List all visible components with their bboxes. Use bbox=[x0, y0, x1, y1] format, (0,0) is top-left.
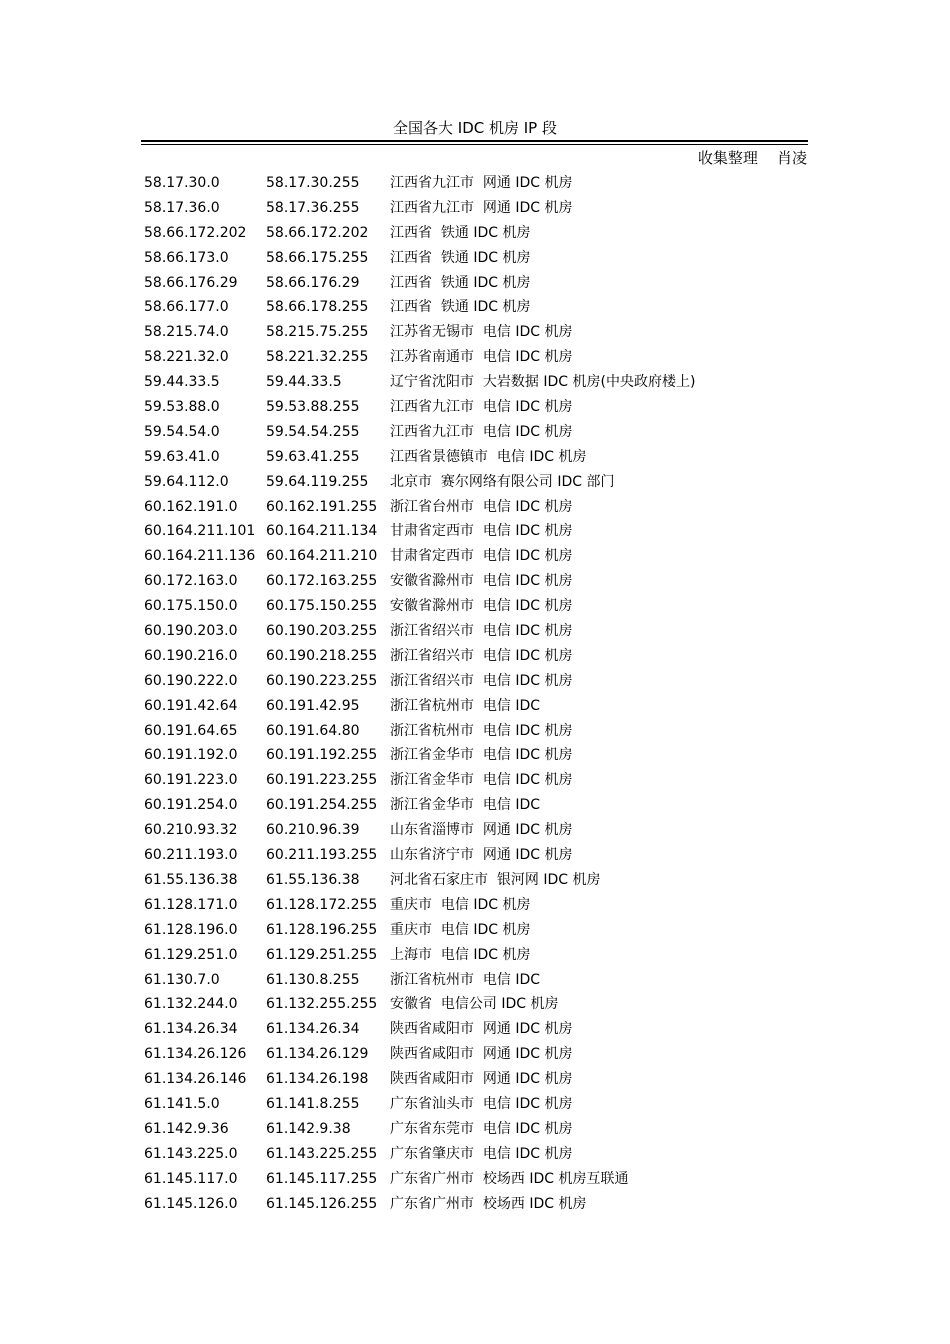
idc-location: 陕西省咸阳市 网通 IDC 机房 bbox=[390, 1046, 573, 1063]
ip-range-end: 60.210.96.39 bbox=[266, 822, 360, 839]
ip-range-end: 60.190.203.255 bbox=[266, 623, 378, 640]
ip-range-end: 61.130.8.255 bbox=[266, 971, 360, 988]
ip-range-end: 58.17.36.255 bbox=[266, 199, 360, 216]
table-row bbox=[144, 594, 808, 619]
table-row bbox=[144, 719, 808, 744]
table-row bbox=[144, 1017, 808, 1042]
ip-range-end: 61.143.225.255 bbox=[266, 1145, 378, 1162]
ip-range-end: 58.66.176.29 bbox=[266, 274, 360, 291]
ip-range-start: 61.134.26.126 bbox=[144, 1046, 247, 1063]
ip-range-end: 61.134.26.129 bbox=[266, 1046, 369, 1063]
idc-location: 甘肃省定西市 电信 IDC 机房 bbox=[390, 523, 573, 540]
ip-range-end: 60.162.191.255 bbox=[266, 498, 378, 515]
ip-range-start: 61.145.117.0 bbox=[144, 1170, 238, 1187]
ip-range-start: 61.141.5.0 bbox=[144, 1095, 220, 1112]
ip-range-start: 61.132.244.0 bbox=[144, 996, 238, 1013]
ip-range-start: 61.130.7.0 bbox=[144, 971, 220, 988]
ip-range-start: 59.54.54.0 bbox=[144, 423, 220, 440]
table-row bbox=[144, 1142, 808, 1167]
ip-range-start: 60.191.254.0 bbox=[144, 797, 238, 814]
idc-location: 浙江省绍兴市 电信 IDC 机房 bbox=[390, 623, 573, 640]
ip-range-end: 59.54.54.255 bbox=[266, 423, 360, 440]
table-row bbox=[144, 320, 808, 345]
ip-range-end: 58.17.30.255 bbox=[266, 175, 360, 191]
ip-range-start: 61.129.251.0 bbox=[144, 946, 238, 963]
ip-range-end: 59.53.88.255 bbox=[266, 399, 360, 416]
table-row bbox=[144, 968, 808, 993]
idc-location: 江西省 铁通 IDC 机房 bbox=[390, 249, 531, 266]
table-row bbox=[144, 793, 808, 818]
idc-location: 北京市 赛尔网络有限公司 IDC 部门 bbox=[390, 473, 615, 490]
ip-range-end: 61.134.26.34 bbox=[266, 1021, 360, 1038]
ip-range-end: 60.211.193.255 bbox=[266, 847, 378, 864]
table-row bbox=[144, 196, 808, 221]
idc-location: 甘肃省定西市 电信 IDC 机房 bbox=[390, 548, 573, 565]
header-rule-thick bbox=[141, 140, 808, 142]
idc-location: 山东省淄博市 网通 IDC 机房 bbox=[390, 822, 573, 839]
ip-range-end: 60.164.211.210 bbox=[266, 548, 378, 565]
ip-range-end: 59.63.41.255 bbox=[266, 448, 360, 465]
ip-range-end: 61.128.196.255 bbox=[266, 921, 378, 938]
ip-range-end: 58.66.178.255 bbox=[266, 299, 369, 316]
idc-location: 江西省 铁通 IDC 机房 bbox=[390, 274, 531, 291]
ip-range-start: 58.66.172.202 bbox=[144, 224, 247, 241]
table-row bbox=[144, 271, 808, 296]
idc-location: 江西省景德镇市 电信 IDC 机房 bbox=[390, 448, 587, 465]
idc-location: 陕西省咸阳市 网通 IDC 机房 bbox=[390, 1021, 573, 1038]
table-row bbox=[144, 221, 808, 246]
ip-range-end: 58.66.172.202 bbox=[266, 224, 369, 241]
table-row bbox=[144, 1192, 808, 1217]
ip-range-start: 61.134.26.146 bbox=[144, 1071, 247, 1088]
ip-range-end: 59.44.33.5 bbox=[266, 374, 342, 391]
table-row bbox=[144, 644, 808, 669]
ip-range-start: 60.191.64.65 bbox=[144, 722, 238, 739]
ip-range-start: 61.128.196.0 bbox=[144, 921, 238, 938]
page-title: 全国各大 IDC 机房 IP 段 bbox=[393, 119, 557, 137]
ip-range-start: 60.191.223.0 bbox=[144, 772, 238, 789]
ip-range-start: 60.210.93.32 bbox=[144, 822, 238, 839]
table-row bbox=[144, 171, 808, 196]
idc-location: 江苏省南通市 电信 IDC 机房 bbox=[390, 349, 573, 366]
byline: 收集整理 肖凌 bbox=[697, 149, 807, 167]
idc-location: 广东省东莞市 电信 IDC 机房 bbox=[390, 1120, 573, 1137]
ip-range-start: 58.66.176.29 bbox=[144, 274, 238, 291]
ip-range-end: 61.142.9.38 bbox=[266, 1120, 351, 1137]
ip-range-start: 59.63.41.0 bbox=[144, 448, 220, 465]
table-row bbox=[144, 768, 808, 793]
ip-range-end: 60.164.211.134 bbox=[266, 523, 378, 540]
table-row bbox=[144, 669, 808, 694]
ip-range-start: 60.190.203.0 bbox=[144, 623, 238, 640]
table-row bbox=[144, 1092, 808, 1117]
ip-range-start: 58.17.30.0 bbox=[144, 175, 220, 191]
table-row bbox=[144, 1167, 808, 1192]
ip-range-start: 60.164.211.136 bbox=[144, 548, 256, 565]
ip-range-end: 61.141.8.255 bbox=[266, 1095, 360, 1112]
ip-range-end: 61.132.255.255 bbox=[266, 996, 378, 1013]
ip-range-start: 58.215.74.0 bbox=[144, 324, 229, 341]
ip-range-start: 60.162.191.0 bbox=[144, 498, 238, 515]
ip-range-end: 60.191.42.95 bbox=[266, 697, 360, 714]
ip-range-end: 60.172.163.255 bbox=[266, 573, 378, 590]
ip-range-end: 60.191.64.80 bbox=[266, 722, 360, 739]
ip-range-start: 61.143.225.0 bbox=[144, 1145, 238, 1162]
ip-range-table bbox=[144, 171, 808, 1216]
idc-location: 江西省九江市 电信 IDC 机房 bbox=[390, 423, 573, 440]
table-row bbox=[144, 843, 808, 868]
ip-range-start: 61.142.9.36 bbox=[144, 1120, 229, 1137]
table-row bbox=[144, 345, 808, 370]
idc-location: 广东省广州市 校场西 IDC 机房 bbox=[390, 1195, 587, 1212]
ip-range-end: 58.66.175.255 bbox=[266, 249, 369, 266]
ip-range-end: 61.145.126.255 bbox=[266, 1195, 378, 1212]
ip-range-end: 60.191.192.255 bbox=[266, 747, 378, 764]
ip-range-end: 60.175.150.255 bbox=[266, 598, 378, 615]
table-row bbox=[144, 395, 808, 420]
ip-range-end: 61.55.136.38 bbox=[266, 871, 360, 888]
idc-location: 辽宁省沈阳市 大岩数据 IDC 机房(中央政府楼上) bbox=[390, 374, 696, 391]
ip-range-start: 58.221.32.0 bbox=[144, 349, 229, 366]
table-row bbox=[144, 992, 808, 1017]
idc-location: 浙江省绍兴市 电信 IDC 机房 bbox=[390, 647, 573, 664]
idc-location: 重庆市 电信 IDC 机房 bbox=[390, 921, 531, 938]
idc-location: 重庆市 电信 IDC 机房 bbox=[390, 896, 531, 913]
ip-range-start: 60.190.222.0 bbox=[144, 672, 238, 689]
ip-range-start: 60.191.42.64 bbox=[144, 697, 238, 714]
idc-location: 浙江省金华市 电信 IDC 机房 bbox=[390, 747, 573, 764]
table-row bbox=[144, 619, 808, 644]
idc-location: 江西省 铁通 IDC 机房 bbox=[390, 224, 531, 241]
table-row bbox=[144, 943, 808, 968]
idc-location: 安徽省滁州市 电信 IDC 机房 bbox=[390, 573, 573, 590]
ip-range-start: 60.175.150.0 bbox=[144, 598, 238, 615]
table-row bbox=[144, 519, 808, 544]
table-row bbox=[144, 445, 808, 470]
idc-location: 江西省九江市 网通 IDC 机房 bbox=[390, 175, 573, 191]
idc-location: 河北省石家庄市 银河网 IDC 机房 bbox=[390, 871, 601, 888]
table-row bbox=[144, 295, 808, 320]
ip-range-end: 60.191.254.255 bbox=[266, 797, 378, 814]
ip-range-end: 61.134.26.198 bbox=[266, 1071, 369, 1088]
ip-range-start: 58.17.36.0 bbox=[144, 199, 220, 216]
idc-location: 江西省九江市 网通 IDC 机房 bbox=[390, 199, 573, 216]
ip-range-start: 61.134.26.34 bbox=[144, 1021, 238, 1038]
idc-location: 广东省广州市 校场西 IDC 机房互联通 bbox=[390, 1170, 629, 1187]
ip-range-start: 60.211.193.0 bbox=[144, 847, 238, 864]
ip-range-start: 60.190.216.0 bbox=[144, 647, 238, 664]
idc-location: 陕西省咸阳市 网通 IDC 机房 bbox=[390, 1071, 573, 1088]
idc-location: 浙江省杭州市 电信 IDC 机房 bbox=[390, 722, 573, 739]
table-row bbox=[144, 918, 808, 943]
ip-range-start: 61.145.126.0 bbox=[144, 1195, 238, 1212]
ip-range-end: 60.191.223.255 bbox=[266, 772, 378, 789]
ip-range-start: 59.53.88.0 bbox=[144, 399, 220, 416]
table-row bbox=[144, 1067, 808, 1092]
idc-location: 江西省 铁通 IDC 机房 bbox=[390, 299, 531, 316]
idc-location: 浙江省杭州市 电信 IDC bbox=[390, 697, 541, 714]
idc-location: 广东省肇庆市 电信 IDC 机房 bbox=[390, 1145, 573, 1162]
idc-location: 安徽省 电信公司 IDC 机房 bbox=[390, 996, 559, 1013]
idc-location: 浙江省绍兴市 电信 IDC 机房 bbox=[390, 672, 573, 689]
table-row bbox=[144, 818, 808, 843]
table-row bbox=[144, 370, 808, 395]
idc-location: 上海市 电信 IDC 机房 bbox=[390, 946, 531, 963]
ip-range-end: 61.128.172.255 bbox=[266, 896, 378, 913]
ip-range-start: 58.66.177.0 bbox=[144, 299, 229, 316]
ip-range-start: 58.66.173.0 bbox=[144, 249, 229, 266]
idc-location: 浙江省台州市 电信 IDC 机房 bbox=[390, 498, 573, 515]
table-row bbox=[144, 1117, 808, 1142]
table-row bbox=[144, 893, 808, 918]
ip-range-end: 61.129.251.255 bbox=[266, 946, 378, 963]
ip-range-start: 61.55.136.38 bbox=[144, 871, 238, 888]
table-row bbox=[144, 246, 808, 271]
table-row bbox=[144, 1042, 808, 1067]
idc-location: 浙江省金华市 电信 IDC bbox=[390, 797, 541, 814]
ip-range-start: 61.128.171.0 bbox=[144, 896, 238, 913]
ip-range-start: 60.191.192.0 bbox=[144, 747, 238, 764]
idc-location: 安徽省滁州市 电信 IDC 机房 bbox=[390, 598, 573, 615]
table-row bbox=[144, 495, 808, 520]
idc-location: 浙江省杭州市 电信 IDC bbox=[390, 971, 541, 988]
table-row bbox=[144, 743, 808, 768]
ip-range-end: 61.145.117.255 bbox=[266, 1170, 378, 1187]
ip-range-start: 60.172.163.0 bbox=[144, 573, 238, 590]
table-row bbox=[144, 868, 808, 893]
ip-range-end: 58.215.75.255 bbox=[266, 324, 369, 341]
ip-range-start: 59.44.33.5 bbox=[144, 374, 220, 391]
ip-range-end: 58.221.32.255 bbox=[266, 349, 369, 366]
table-row bbox=[144, 470, 808, 495]
idc-location: 江苏省无锡市 电信 IDC 机房 bbox=[390, 324, 573, 341]
ip-range-start: 60.164.211.101 bbox=[144, 523, 256, 540]
idc-location: 山东省济宁市 网通 IDC 机房 bbox=[390, 847, 573, 864]
table-row bbox=[144, 544, 808, 569]
table-row bbox=[144, 569, 808, 594]
ip-range-end: 60.190.223.255 bbox=[266, 672, 378, 689]
ip-range-end: 60.190.218.255 bbox=[266, 647, 378, 664]
idc-location: 江西省九江市 电信 IDC 机房 bbox=[390, 399, 573, 416]
table-row bbox=[144, 694, 808, 719]
ip-range-end: 59.64.119.255 bbox=[266, 473, 369, 490]
idc-location: 广东省汕头市 电信 IDC 机房 bbox=[390, 1095, 573, 1112]
ip-range-start: 59.64.112.0 bbox=[144, 473, 229, 490]
idc-location: 浙江省金华市 电信 IDC 机房 bbox=[390, 772, 573, 789]
header-rule-thin bbox=[141, 144, 808, 145]
table-row bbox=[144, 420, 808, 445]
